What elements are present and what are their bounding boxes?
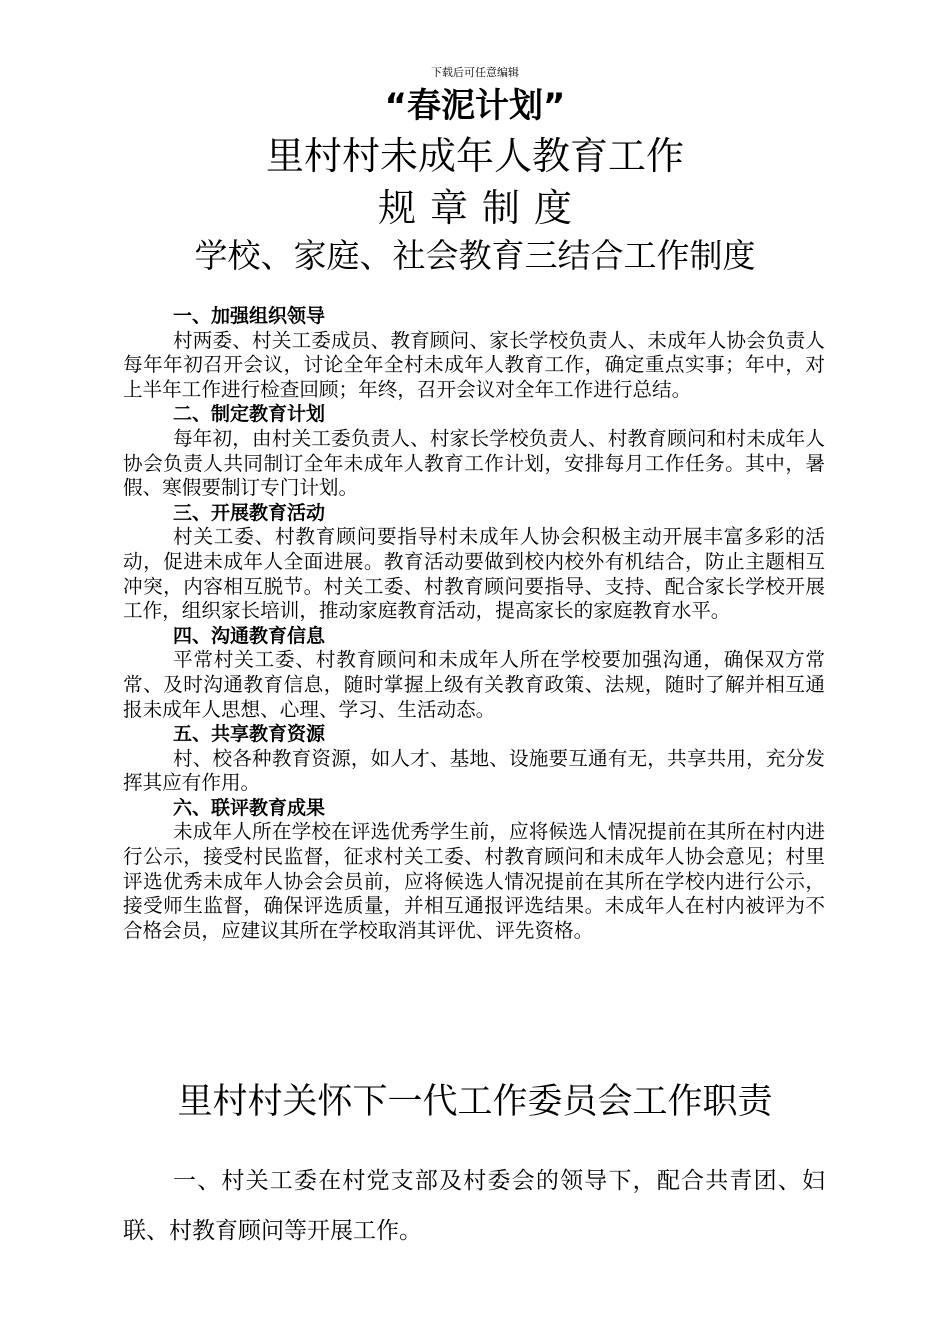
committee-duty-item: 一、村关工委在村党支部及村委会的领导下，配合共青团、妇联、村教育顾问等开展工作。 bbox=[123, 1168, 825, 1244]
section-body: 村关工委、村教育顾问要指导村未成年人协会积极主动开展丰富多彩的活动，促进未成年人全面进展。教育活动要做到校内校外有机结合，防止主题相互冲突，内容相互脱节。村关工委、村教育顾问要指导、支持、配合家长学校开展工作，组织家长培训，推动家庭教育活动，提高家长的家庭教育水平。 bbox=[123, 525, 825, 623]
section-body: 每年初，由村关工委负责人、村家长学校负责人、村教育顾问和村未成年人协会负责人共同制订全年未成年人教育工作计划，安排每月工作任务。其中，暑假、寒假要制订专门计划。 bbox=[123, 426, 825, 500]
section-body: 平常村关工委、村教育顾问和未成年人所在学校要加强沟通，确保双方常常、及时沟通教育信息，随时掌握上级有关教育政策、法规，随时了解并相互通报未成年人思想、心理、学习、生活动态。 bbox=[123, 648, 825, 721]
section-heading: 三、开展教育活动 bbox=[173, 501, 326, 524]
plan-title: “春泥计划” bbox=[384, 86, 566, 126]
section-heading: 二、制定教育计划 bbox=[173, 403, 326, 426]
rules-title: 规章制度 bbox=[377, 186, 586, 230]
header-note: 下载后可任意编辑 bbox=[431, 66, 519, 79]
section-heading: 一、加强组织领导 bbox=[173, 305, 326, 327]
committee-title: 里村村关怀下一代工作委员会工作职责 bbox=[177, 1082, 773, 1122]
section-heading: 四、沟通教育信息 bbox=[173, 624, 326, 647]
section-body: 村、校各种教育资源，如人才、基地、设施要互通有无，共享共用，充分发挥其应有作用。 bbox=[123, 746, 825, 795]
subtitle: 学校、家庭、社会教育三结合工作制度 bbox=[194, 236, 756, 275]
section-heading: 五、共享教育资源 bbox=[173, 723, 326, 746]
main-title: 里村村未成年人教育工作 bbox=[265, 134, 684, 178]
section-heading: 六、联评教育成果 bbox=[173, 796, 326, 819]
section-body: 未成年人所在学校在评选优秀学生前，应将候选人情况提前在其所在村内进行公示，接受村民监督，征求村关工委、村教育顾问和未成年人协会意见；村里评选优秀未成年人协会会员前，应将候选人情况提前在其所在学校内进行公示，接受师生监督，确保评选质量，并相互通报评选结果。未成年人在村内被评为不合格会员，应建议其所在学校取消其评优、评先资格。 bbox=[123, 820, 825, 942]
section-body: 村两委、村关工委成员、教育顾问、家长学校负责人、未成年人协会负责人每年年初召开会议，讨论全年全村未成年人教育工作，确定重点实事；年中，对上半年工作进行检查回顾；年终，召开会议对全年工作进行总结。 bbox=[123, 328, 825, 401]
regulations-body bbox=[123, 304, 825, 943]
